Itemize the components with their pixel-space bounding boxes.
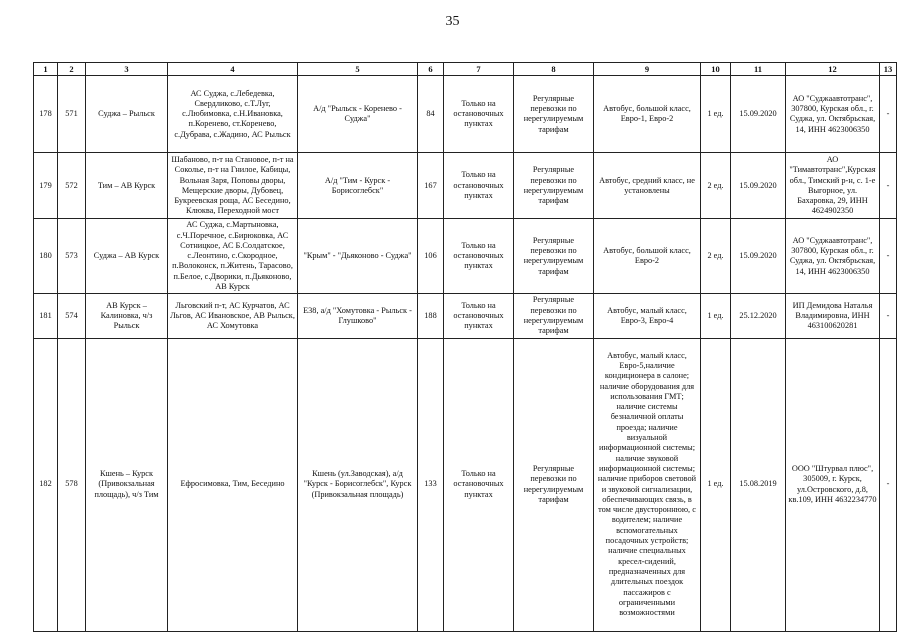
vehicle-count: 1 ед.	[701, 294, 731, 338]
col-header: 2	[58, 63, 86, 76]
transport-type: Регулярные перевозки по нерегулируемым тарифам	[514, 219, 594, 294]
route-stops: АС Суджа, с.Мартыновка, с.Ч.Поречное, с.Бирюковка, АС Сотницкое, АС Б.Солдатское, с.Леонтино, с.Скородное, п.Волоконск, п.Житень, Тарасово, п.Белое, с.Дворики, п.Дьяконово, АВ Курск	[168, 219, 298, 294]
route-stops: Льговский п-т, АС Курчатов, АС Льгов, АС Ивановское, АВ Рыльск, АС Хомутовка	[168, 294, 298, 338]
vehicle-info: Автобус, малый класс, Евро-5,наличие кондиционера в салоне; наличие оборудования для использования ГМТ; наличие системы безналичной оплаты проезда; наличие визуальной информационной системы; наличие звуковой информационной системы; наличие приборов световой и звуковой сигнализации, обеспечивающих связь, в том числе двустороннюю, с водителем; наличие вспомогательных посадочных устройств; наличие специальных кресел-сидений, предназначенных для длительных поездок пассажиров с ограниченными возможностями	[594, 338, 701, 631]
route-number: 572	[58, 153, 86, 219]
vehicle-count: 2 ед.	[701, 219, 731, 294]
route-roads: Кшень (ул.Заводская), а/д "Курск - Борисоглебск", Курск (Привокзальная площадь)	[298, 338, 418, 631]
stop-order: Только на остановочных пунктах	[444, 338, 514, 631]
col-header: 6	[418, 63, 444, 76]
stop-order: Только на остановочных пунктах	[444, 76, 514, 153]
carrier-info: АО "Суджаавтотранс", 307800, Курская обл., г. Суджа, ул. Октябрьская, 14, ИНН 4623006350	[786, 76, 880, 153]
route-stops: Ефросимовка, Тим, Беседино	[168, 338, 298, 631]
table-row	[34, 338, 897, 631]
route-name: Суджа – Рыльск	[86, 76, 168, 153]
route-number: 573	[58, 219, 86, 294]
page-number: 35	[445, 14, 460, 29]
start-date: 15.08.2019	[731, 338, 786, 631]
stop-order: Только на остановочных пунктах	[444, 153, 514, 219]
col-header: 8	[514, 63, 594, 76]
table-row	[34, 76, 897, 153]
col-header: 7	[444, 63, 514, 76]
route-number: 578	[58, 338, 86, 631]
table-row	[34, 153, 897, 219]
vehicle-info: Автобус, большой класс, Евро-1, Евро-2	[594, 76, 701, 153]
start-date: 15.09.2020	[731, 76, 786, 153]
start-date: 25.12.2020	[731, 294, 786, 338]
route-stops: АС Суджа, с.Лебедевка, Свердликово, с.Т.Луг, с.Любимовка, с.Н.Ивановка, п.Коренево, ст.Коренево, с.Дубрава, с.Жадино, АС Рыльск	[168, 76, 298, 153]
transport-type: Регулярные перевозки по нерегулируемым тарифам	[514, 76, 594, 153]
row-number: 182	[34, 338, 58, 631]
carrier-info: ООО "Штурвал плюс", 305009, г. Курск, ул.Островского, д.8, кв.109, ИНН 4632234770	[786, 338, 880, 631]
vehicle-info: Автобус, малый класс, Евро-3, Евро-4	[594, 294, 701, 338]
route-name: АВ Курск – Калиновка, ч/з Рыльск	[86, 294, 168, 338]
col-header: 4	[168, 63, 298, 76]
col-header: 5	[298, 63, 418, 76]
note: -	[880, 153, 897, 219]
vehicle-count: 1 ед.	[701, 338, 731, 631]
route-length: 167	[418, 153, 444, 219]
note: -	[880, 219, 897, 294]
col-header: 9	[594, 63, 701, 76]
carrier-info: ИП Демидова Наталья Владимировна, ИНН 463100620281	[786, 294, 880, 338]
row-number: 181	[34, 294, 58, 338]
route-name: Кшень – Курск (Привокзальная площадь), ч/з Тим	[86, 338, 168, 631]
transport-type: Регулярные перевозки по нерегулируемым тарифам	[514, 153, 594, 219]
stop-order: Только на остановочных пунктах	[444, 219, 514, 294]
col-header: 3	[86, 63, 168, 76]
route-length: 188	[418, 294, 444, 338]
route-roads: А/д "Тим - Курск - Борисоглебск"	[298, 153, 418, 219]
route-stops: Шабаново, п-т на Становое, п-т на Соколье, п-т на Гнилое, Кабицы, Вольная Заря, Поповы дворы, Мещерские дворы, Дубовец, Букреевская роща, АС Беседино, Клюква, Переходной мост	[168, 153, 298, 219]
route-number: 574	[58, 294, 86, 338]
transport-type: Регулярные перевозки по нерегулируемым тарифам	[514, 294, 594, 338]
col-header: 13	[880, 63, 897, 76]
route-number: 571	[58, 76, 86, 153]
note: -	[880, 294, 897, 338]
start-date: 15.09.2020	[731, 153, 786, 219]
table-row	[34, 294, 897, 338]
stop-order: Только на остановочных пунктах	[444, 294, 514, 338]
row-number: 179	[34, 153, 58, 219]
note: -	[880, 338, 897, 631]
start-date: 15.09.2020	[731, 219, 786, 294]
carrier-info: АО "Тимавтотранс",Курская обл., Тимский р-н, с. 1-е Выгорное, ул. Бахаровка, 29, ИНН 4624902350	[786, 153, 880, 219]
route-roads: А/д "Рыльск - Коренево - Суджа"	[298, 76, 418, 153]
carrier-info: АО "Суджаавтотранс", 307800, Курская обл., г. Суджа, ул. Октябрьская, 14, ИНН 4623006350	[786, 219, 880, 294]
col-header: 12	[786, 63, 880, 76]
route-roads: "Крым" - "Дьяконово - Суджа"	[298, 219, 418, 294]
transport-type: Регулярные перевозки по нерегулируемым тарифам	[514, 338, 594, 631]
vehicle-info: Автобус, средний класс, не установлены	[594, 153, 701, 219]
note: -	[880, 76, 897, 153]
row-number: 178	[34, 76, 58, 153]
vehicle-count: 2 ед.	[701, 153, 731, 219]
col-header: 11	[731, 63, 786, 76]
route-length: 84	[418, 76, 444, 153]
table-row	[34, 219, 897, 294]
route-name: Тим – АВ Курск	[86, 153, 168, 219]
vehicle-info: Автобус, большой класс, Евро-2	[594, 219, 701, 294]
route-roads: Е38, а/д "Хомутовка - Рыльск - Глушково"	[298, 294, 418, 338]
route-name: Суджа – АВ Курск	[86, 219, 168, 294]
route-length: 106	[418, 219, 444, 294]
col-header: 1	[34, 63, 58, 76]
header-row	[34, 63, 897, 76]
col-header: 10	[701, 63, 731, 76]
row-number: 180	[34, 219, 58, 294]
vehicle-count: 1 ед.	[701, 76, 731, 153]
route-length: 133	[418, 338, 444, 631]
routes-table	[33, 62, 897, 632]
